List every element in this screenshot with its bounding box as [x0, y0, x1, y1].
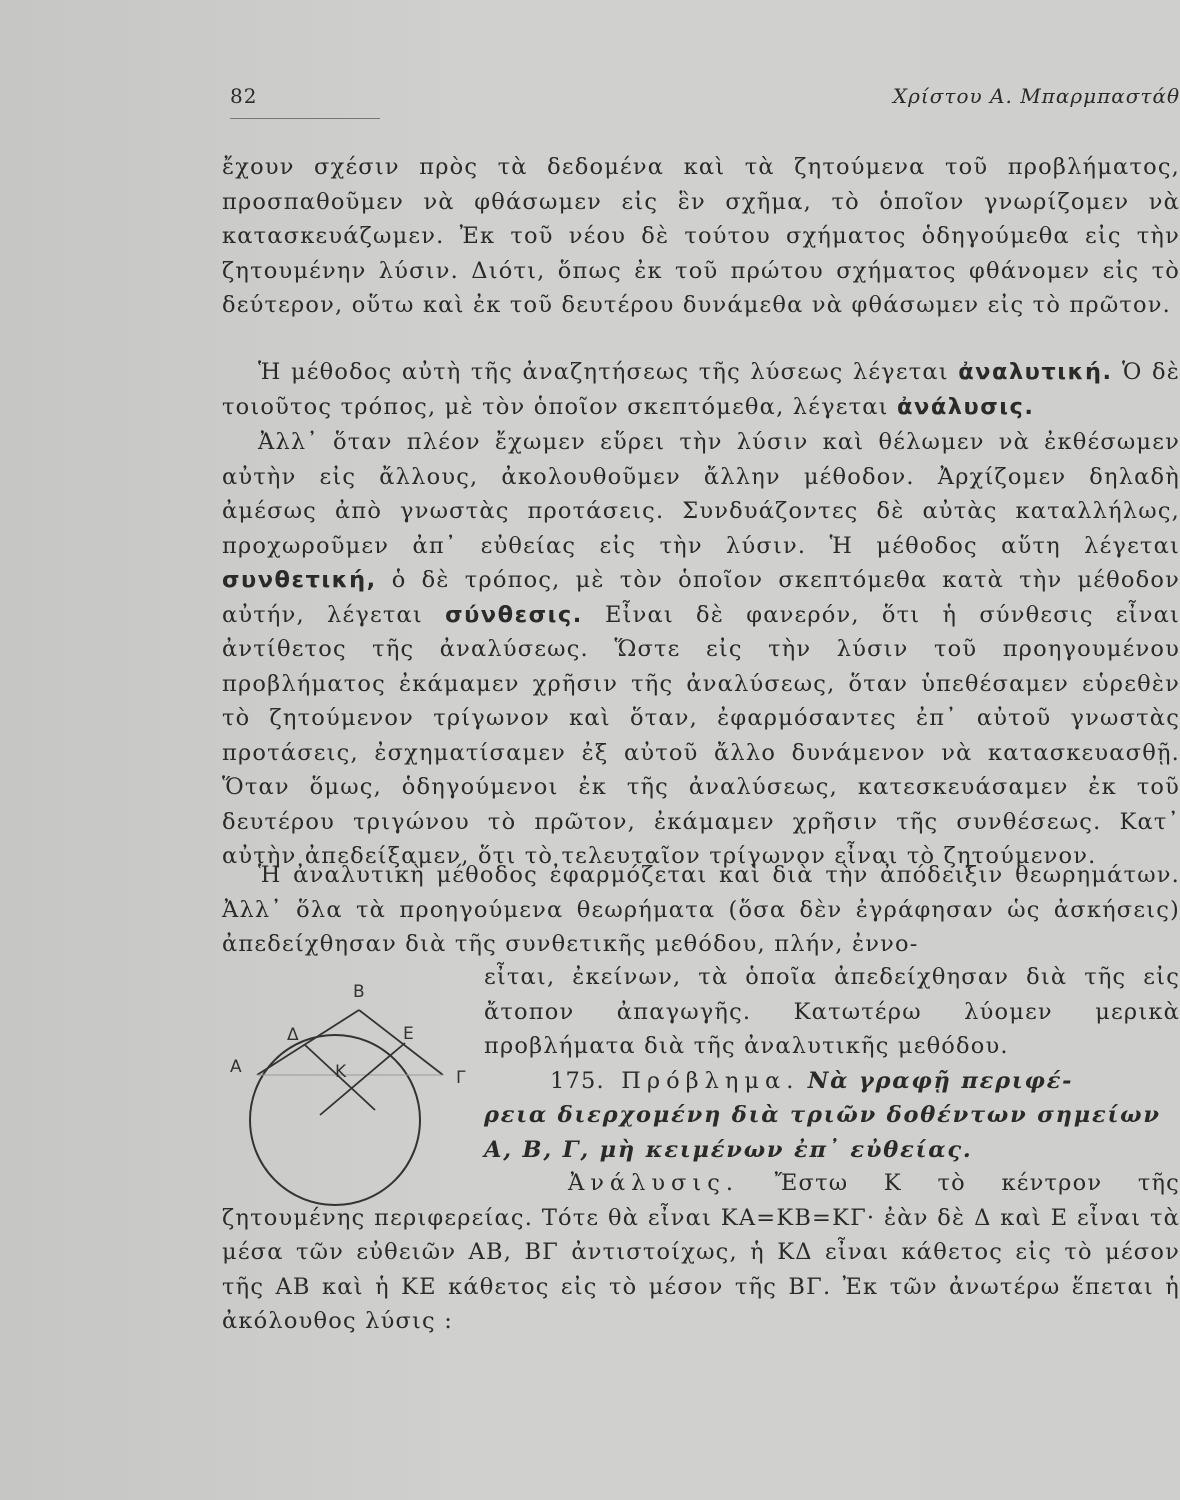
- term-synthetic: συνθετική,: [222, 567, 377, 593]
- problem-statement-line1: Νὰ γραφῇ περιφέ-: [807, 1068, 1074, 1094]
- paragraph-1: ἔχουν σχέσιν πρὸς τὰ δεδομένα καὶ τὰ ζητούμενα τοῦ προβλήματος, προσπαθοῦμεν νὰ φθάσωμεν εἰς ἓν σχῆμα, τὸ ὁποῖον γνωρίζομεν νὰ κατασκευάζωμεν. Ἐκ τοῦ νέου δὲ τούτου σχήματος ὁδηγούμεθα εἰς τὴν ζητουμένην λύσιν. Διότι, ὅπως ἐκ τοῦ πρώτου σχήματος φθάνομεν εἰς τὸ δεύτερον, οὕτω καὶ ἐκ τοῦ δευτέρου δυνάμεθα νὰ φθάσωμεν εἰς τὸ πρῶτον.: [222, 154, 1180, 318]
- paragraph-2-text-a: Ἡ μέθοδος αὐτὴ τῆς ἀναζητήσεως τῆς λύσεως λέγεται: [258, 359, 959, 385]
- paragraph-4: Ἡ ἀναλυτικὴ μέθοδος ἐφαρμόζεται καὶ διὰ τὴν ἀπόδειξιν θεωρημάτων. Ἀλλ᾽ ὅλα τὰ προηγούμενα θεωρήματα (ὅσα δὲν ἐγράφησαν ὡς ἀσκήσεις) ἀπεδείχθησαν διὰ τῆς συνθετικῆς μεθόδου, πλήν, ἐννο-: [222, 862, 1180, 957]
- paragraph-3: [222, 425, 1180, 874]
- paragraph-2: [222, 355, 1180, 424]
- paragraph-3-text-c: Εἶναι δὲ φανερόν, ὅτι ἡ σύνθεσις εἶναι ἀντίθετος τῆς ἀναλύσεως. Ὥστε εἰς τὴν λύσιν τοῦ προηγουμένου προβλήματος ἐκάμαμεν χρῆσιν τῆς ἀναλύσεως, ὅταν ὑπεθέσαμεν εὑρεθὲν τὸ ζητούμενον τρίγωνον καὶ ὅταν, ἐφαρμόσαντες ἐπ᾽ αὐτοῦ γνωστὰς προτάσεις, ἐσχηματίσαμεν ἐξ αὐτοῦ ἄλλο δυνάμενον νὰ κατασκευασθῇ. Ὅταν ὅμως, ὁδηγούμενοι ἐκ τῆς ἀναλύσεως, κατεσκευάσαμεν ἐκ τοῦ δευτέρου τριγώνου τὸ πρῶτον, ἐκάμαμεν χρῆσιν τῆς συνθέσεως. Κατ᾽ αὐτὴν ἀπεδείξαμεν, ὅτι τὸ τελευταῖον τρίγωνον εἶναι τὸ ζητούμενον.: [222, 601, 1180, 869]
- label-e: Ε: [403, 1024, 414, 1044]
- problem-statement: ρεια διερχομένη διὰ τριῶν δοθέντων σημείων Α, Β, Γ, μὴ κειμένων ἐπ᾽ εὐθείας.: [484, 1102, 1161, 1163]
- term-synthesis: σύνθεσις.: [445, 601, 583, 628]
- page-header: [230, 84, 1180, 118]
- problem-number: 175.: [550, 1068, 605, 1094]
- bisector-ke: [320, 1043, 405, 1115]
- paragraph-3-text-b: ὁ δὲ τρόπος, μὲ τὸν ὁποῖον σκεπτόμεθα κατὰ τὴν μέθοδον αὐτήν, λέγεται: [222, 567, 1180, 628]
- term-analytic: ἀναλυτική.: [958, 359, 1113, 385]
- running-head: Χρίστου Α. Μπαρμπαστάθ: [892, 84, 1180, 108]
- term-analysis: ἀνάλυσις.: [897, 393, 1035, 420]
- paragraph-3-text-a: Ἀλλ᾽ ὅταν πλέον ἔχωμεν εὕρει τὴν λύσιν καὶ θέλωμεν νὰ ἐκθέσωμεν αὐτὴν εἰς ἄλλους, ἀκολουθοῦμεν ἄλλην μέθοδον. Ἀρχίζομεν δηλαδὴ ἀμέσως ἀπὸ γνωστὰς προτάσεις. Συνδυάζοντες δὲ αὐτὰς καταλλήλως, προχωροῦμεν ἀπ᾽ εὐθείας εἰς τὴν λύσιν. Ἡ μέθοδος αὕτη λέγεται: [222, 429, 1180, 559]
- page-number: 82: [230, 84, 258, 108]
- label-k: Κ: [335, 1062, 347, 1082]
- analysis-label: Ἀνάλυσις.: [568, 1170, 739, 1196]
- paragraph-2-text-b: Ὁ δὲ τοιοῦτος τρόπος, μὲ τὸν ὁποῖον σκεπτόμεθα, λέγεται: [222, 359, 1180, 420]
- label-g: Γ: [456, 1068, 466, 1088]
- label-a: Α: [230, 1057, 242, 1077]
- paragraph-4-wrap: εἶται, ἐκείνων, τὰ ὁποῖα ἀπεδείχθησαν διὰ τῆς εἰς ἄτοπον ἀπαγωγῆς. Κατωτέρω λύομεν μερικὰ προβλήματα διὰ τῆς ἀναλυτικῆς μεθόδου.: [484, 964, 1180, 1059]
- label-d: Δ: [287, 1025, 299, 1045]
- problem-heading: [484, 1064, 1180, 1099]
- analysis-paragraph: [222, 1166, 1180, 1339]
- label-b: Β: [353, 982, 365, 1002]
- analysis-text: Ἔστω Κ τὸ κέντρον τῆς ζητουμένης περιφερείας. Τότε θὰ εἶναι ΚΑ=ΚΒ=ΚΓ· ἐὰν δὲ Δ καὶ Ε εἶναι τὰ μέσα τῶν εὐθειῶν ΑΒ, ΒΓ ἀντιστοίχως, ἡ ΚΔ εἶναι κάθετος εἰς τὸ μέσον τῆς ΑΒ καὶ ἡ ΚΕ κάθετος εἰς τὸ μέσον τῆς ΒΓ. Ἐκ τῶν ἀνωτέρω ἕπεται ἡ ἀκόλουθος λύσις :: [222, 1170, 1180, 1334]
- header-rule: [230, 118, 380, 119]
- problem-label: Πρόβλημα.: [621, 1068, 800, 1094]
